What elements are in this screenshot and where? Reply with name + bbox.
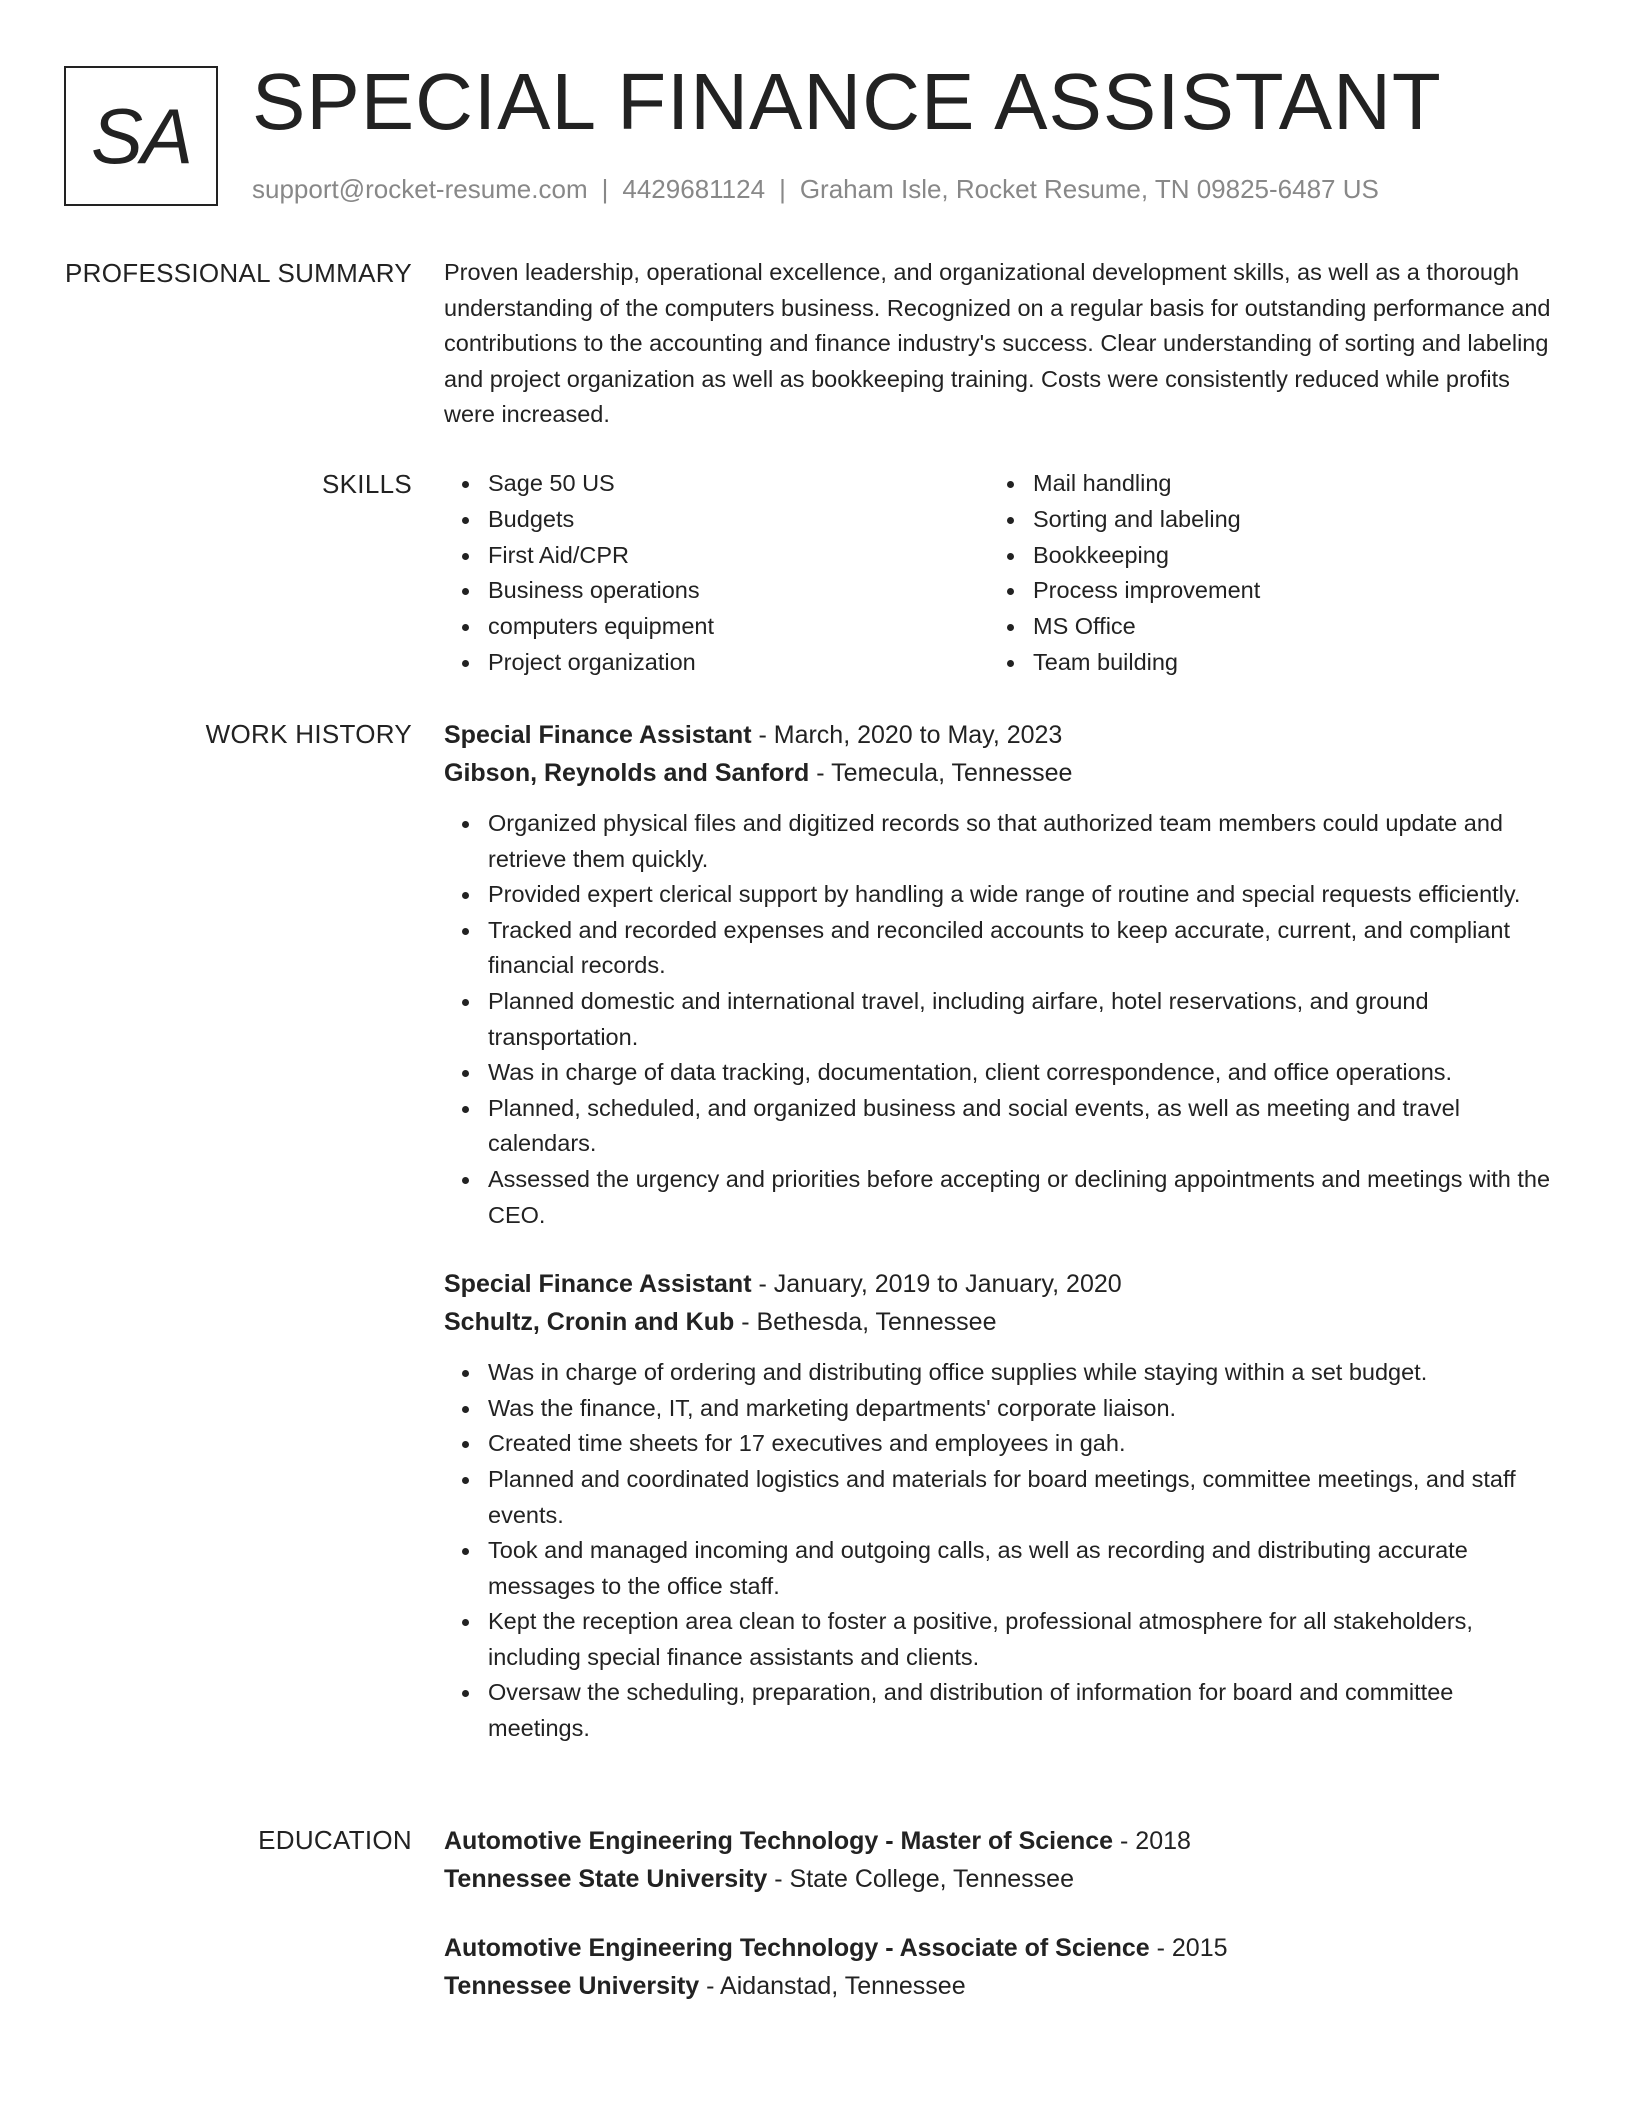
job-dates: - March, 2020 to May, 2023 xyxy=(751,721,1063,749)
school-line xyxy=(444,1967,1556,2005)
skill-item: Project organization xyxy=(444,645,989,681)
skill-item: Process improvement xyxy=(989,573,1534,609)
list-item: Provided expert clerical support by handling a wide range of routine and special requests efficiently. xyxy=(444,877,1556,913)
contact-line xyxy=(252,172,1379,206)
job-title-line xyxy=(444,716,1556,754)
list-item: Oversaw the scheduling, preparation, and distribution of information for board and committee meetings. xyxy=(444,1675,1556,1746)
job-dates: - January, 2019 to January, 2020 xyxy=(751,1270,1122,1299)
skill-item: Sorting and labeling xyxy=(989,502,1534,538)
skills-list-right xyxy=(989,466,1534,681)
list-item: Planned, scheduled, and organized business and social events, as well as meeting and travel calendars. xyxy=(444,1091,1556,1162)
job-location: - Bethesda, Tennessee xyxy=(734,1308,997,1337)
list-item: Planned domestic and international travel, including airfare, hotel reservations, and ground transportation. xyxy=(444,984,1556,1055)
summary-text: Proven leadership, operational excellence, and organizational development skills, as well as a thorough understanding of the computers business. Recognized on a regular basis for outstanding performance and contributions to the accounting and finance industry's success. Clear understanding of sorting and labeling and project organization as well as bookkeeping training. Costs were consistently reduced while profits were increased. xyxy=(444,259,1551,428)
list-item: Planned and coordinated logistics and materials for board meetings, committee meetings, and staff events. xyxy=(444,1462,1556,1533)
address-text: Graham Isle, Rocket Resume, TN 09825-6487 US xyxy=(799,174,1379,204)
job-title: Special Finance Assistant xyxy=(444,1270,752,1299)
section-label-summary: PROFESSIONAL SUMMARY xyxy=(65,258,412,288)
job-company-line xyxy=(444,1303,1556,1341)
job-company: Gibson, Reynolds and Sanford xyxy=(444,759,810,787)
school-line xyxy=(444,1860,1556,1898)
list-item: Assessed the urgency and priorities before accepting or declining appointments and meetings with the CEO. xyxy=(444,1162,1556,1233)
phone-link[interactable]: 4429681124 xyxy=(622,174,766,204)
degree-year: - 2018 xyxy=(1113,1827,1191,1855)
list-item: Was in charge of data tracking, documentation, client correspondence, and office operations. xyxy=(444,1055,1556,1091)
skill-item: First Aid/CPR xyxy=(444,538,989,574)
separator: | xyxy=(779,174,786,204)
education-entry xyxy=(444,1822,1556,1898)
job-title: Special Finance Assistant xyxy=(444,721,752,749)
separator: | xyxy=(601,174,609,204)
section-label-education: EDUCATION xyxy=(258,1825,412,1855)
job-company-line xyxy=(444,754,1556,792)
school-location: - State College, Tennessee xyxy=(767,1865,1074,1893)
job-title-line xyxy=(444,1265,1556,1303)
list-item: Created time sheets for 17 executives and employees in gah. xyxy=(444,1426,1556,1462)
job-location: - Temecula, Tennessee xyxy=(809,759,1073,787)
section-label-work: WORK HISTORY xyxy=(205,719,412,749)
skill-item: Team building xyxy=(989,645,1534,681)
skill-item: Sage 50 US xyxy=(444,466,989,502)
section-label-skills: SKILLS xyxy=(322,469,412,499)
skill-item: Mail handling xyxy=(989,466,1534,502)
email-link[interactable]: support@rocket-resume.com xyxy=(252,174,588,204)
skills-list-left xyxy=(444,466,989,681)
education-entry xyxy=(444,1929,1556,2005)
monogram-badge: SA xyxy=(64,66,218,206)
degree-line xyxy=(444,1929,1556,1967)
list-item: Organized physical files and digitized records so that authorized team members could update and retrieve them quickly. xyxy=(444,806,1556,877)
page-title: SPECIAL FINANCE ASSISTANT xyxy=(252,57,1442,146)
skill-item: MS Office xyxy=(989,609,1534,645)
job-bullets xyxy=(444,806,1556,1233)
list-item: Was the finance, IT, and marketing departments' corporate liaison. xyxy=(444,1391,1556,1427)
job-entry xyxy=(444,1265,1556,1747)
school: Tennessee State University xyxy=(444,1865,768,1893)
list-item: Took and managed incoming and outgoing calls, as well as recording and distributing accurate messages to the office staff. xyxy=(444,1533,1556,1604)
skill-item: Bookkeeping xyxy=(989,538,1534,574)
degree: Automotive Engineering Technology - Associate of Science xyxy=(444,1934,1150,1962)
job-bullets xyxy=(444,1355,1556,1747)
degree: Automotive Engineering Technology - Master of Science xyxy=(444,1827,1114,1855)
degree-line xyxy=(444,1822,1556,1860)
skill-item: computers equipment xyxy=(444,609,989,645)
school-location: - Aidanstad, Tennessee xyxy=(699,1972,966,2000)
skill-item: Budgets xyxy=(444,502,989,538)
job-company: Schultz, Cronin and Kub xyxy=(444,1308,735,1337)
list-item: Kept the reception area clean to foster a positive, professional atmosphere for all stakeholders, including special finance assistants and clients. xyxy=(444,1604,1556,1675)
resume-header xyxy=(0,0,1632,230)
job-entry xyxy=(444,716,1556,1233)
degree-year: - 2015 xyxy=(1149,1934,1228,1962)
skill-item: Business operations xyxy=(444,573,989,609)
list-item: Was in charge of ordering and distributing office supplies while staying within a set budget. xyxy=(444,1355,1556,1391)
list-item: Tracked and recorded expenses and reconciled accounts to keep accurate, current, and compliant financial records. xyxy=(444,913,1556,984)
school: Tennessee University xyxy=(444,1972,700,2000)
